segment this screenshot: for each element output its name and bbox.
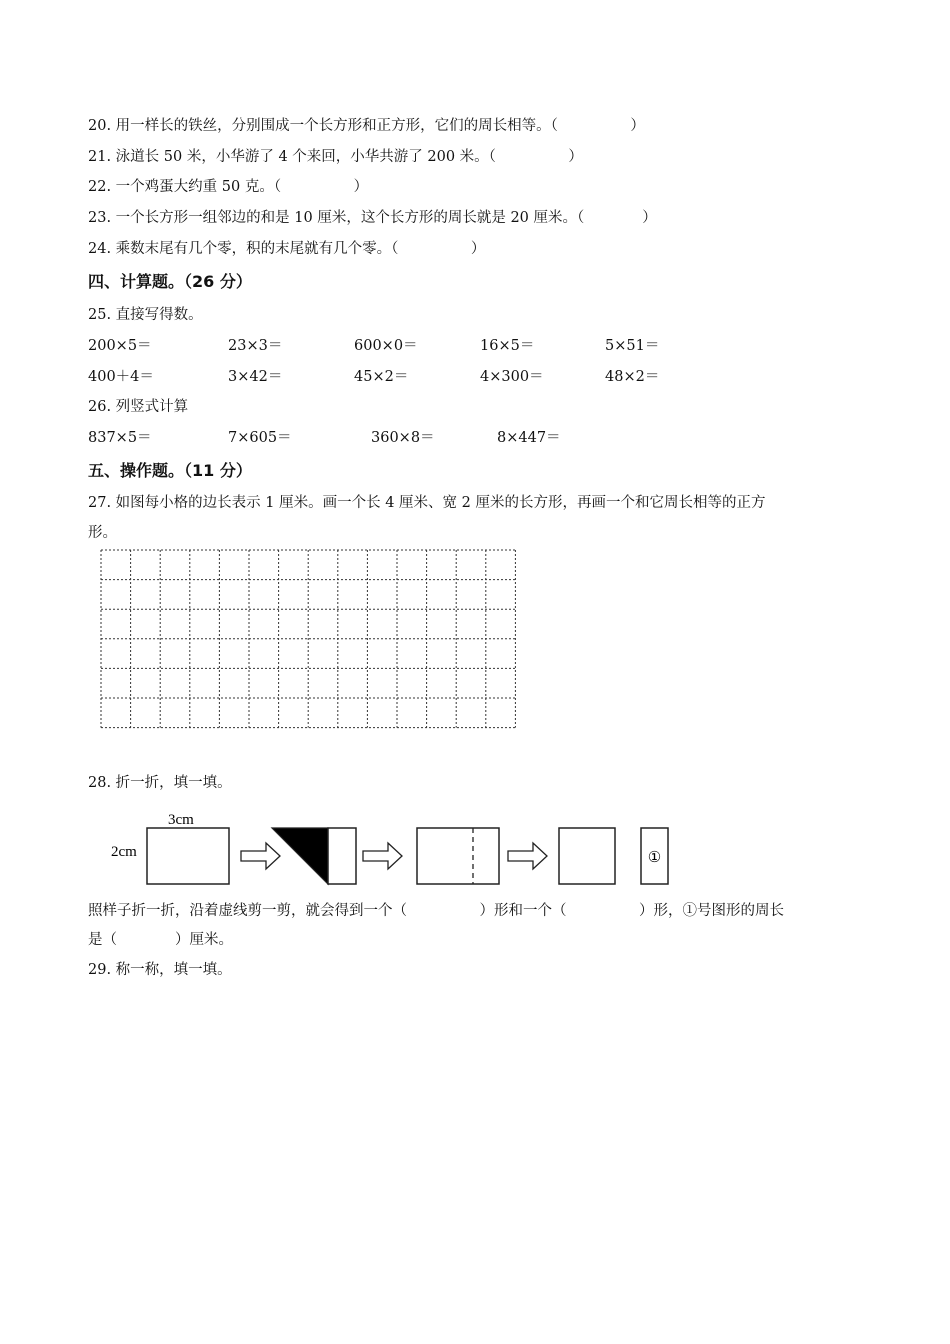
calc-item: 4×300＝ <box>480 369 544 385</box>
arrow-right-icon <box>363 843 402 869</box>
dotted-grid[interactable] <box>100 549 516 733</box>
calc-item: 837×5＝ <box>88 430 152 446</box>
calc-item: 3×42＝ <box>228 369 283 385</box>
q25-row-1 <box>88 337 848 355</box>
arrow-right-icon <box>508 843 547 869</box>
original-rectangle <box>147 828 229 884</box>
question-26-stem: 26. 列竖式计算 <box>88 399 189 415</box>
question-28-stem: 28. 折一折，填一填。 <box>88 775 232 791</box>
shape-1-marker: ① <box>647 850 662 866</box>
question-27-line-2: 形。 <box>88 525 117 541</box>
question-27-line-1: 27. 如图每小格的边长表示 1 厘米。画一个长 4 厘米、宽 2 厘米的长方形，再画一个和它周长相等的正方 <box>88 495 766 511</box>
question-28-line-2: 是（ ）厘米。 <box>88 932 233 948</box>
question-29-stem: 29. 称一称，填一填。 <box>88 962 232 978</box>
q25-row-2 <box>88 368 848 386</box>
width-label: 3cm <box>168 812 194 828</box>
question-20: 20. 用一样长的铁丝，分别围成一个长方形和正方形，它们的周长相等。（ ） <box>88 118 645 134</box>
calc-item: 16×5＝ <box>480 338 535 354</box>
calc-item: 23×3＝ <box>228 338 283 354</box>
calc-item: 5×51＝ <box>605 338 660 354</box>
result-square <box>559 828 615 884</box>
calc-item: 200×5＝ <box>88 338 152 354</box>
calc-item: 400＋4＝ <box>88 369 154 385</box>
height-label: 2cm <box>111 844 137 860</box>
calc-item: 48×2＝ <box>605 369 660 385</box>
question-22: 22. 一个鸡蛋大约重 50 克。（ ） <box>88 179 369 195</box>
question-21: 21. 泳道长 50 米，小华游了 4 个来回，小华共游了 200 米。（ ） <box>88 149 583 165</box>
section-5-heading: 五、操作题。（11 分） <box>88 461 252 480</box>
q26-row <box>88 429 848 447</box>
question-24: 24. 乘数末尾有几个零，积的末尾就有几个零。（ ） <box>88 241 486 257</box>
question-28-line-1: 照样子折一折，沿着虚线剪一剪，就会得到一个（ ）形和一个（ ）形，①号图形的周长 <box>88 903 784 919</box>
section-4-heading: 四、计算题。（26 分） <box>88 272 252 291</box>
unfolded-rectangle <box>417 828 499 884</box>
calc-item: 600×0＝ <box>354 338 418 354</box>
folding-diagram <box>105 808 675 890</box>
question-23: 23. 一个长方形一组邻边的和是 10 厘米，这个长方形的周长就是 20 厘米。（ ） <box>88 210 657 226</box>
calc-item: 360×8＝ <box>371 430 435 446</box>
calc-item: 45×2＝ <box>354 369 409 385</box>
arrow-right-icon <box>241 843 280 869</box>
calc-item: 7×605＝ <box>228 430 292 446</box>
calc-item: 8×447＝ <box>497 430 561 446</box>
remaining-strip <box>328 828 356 884</box>
question-25-stem: 25. 直接写得数。 <box>88 307 203 323</box>
